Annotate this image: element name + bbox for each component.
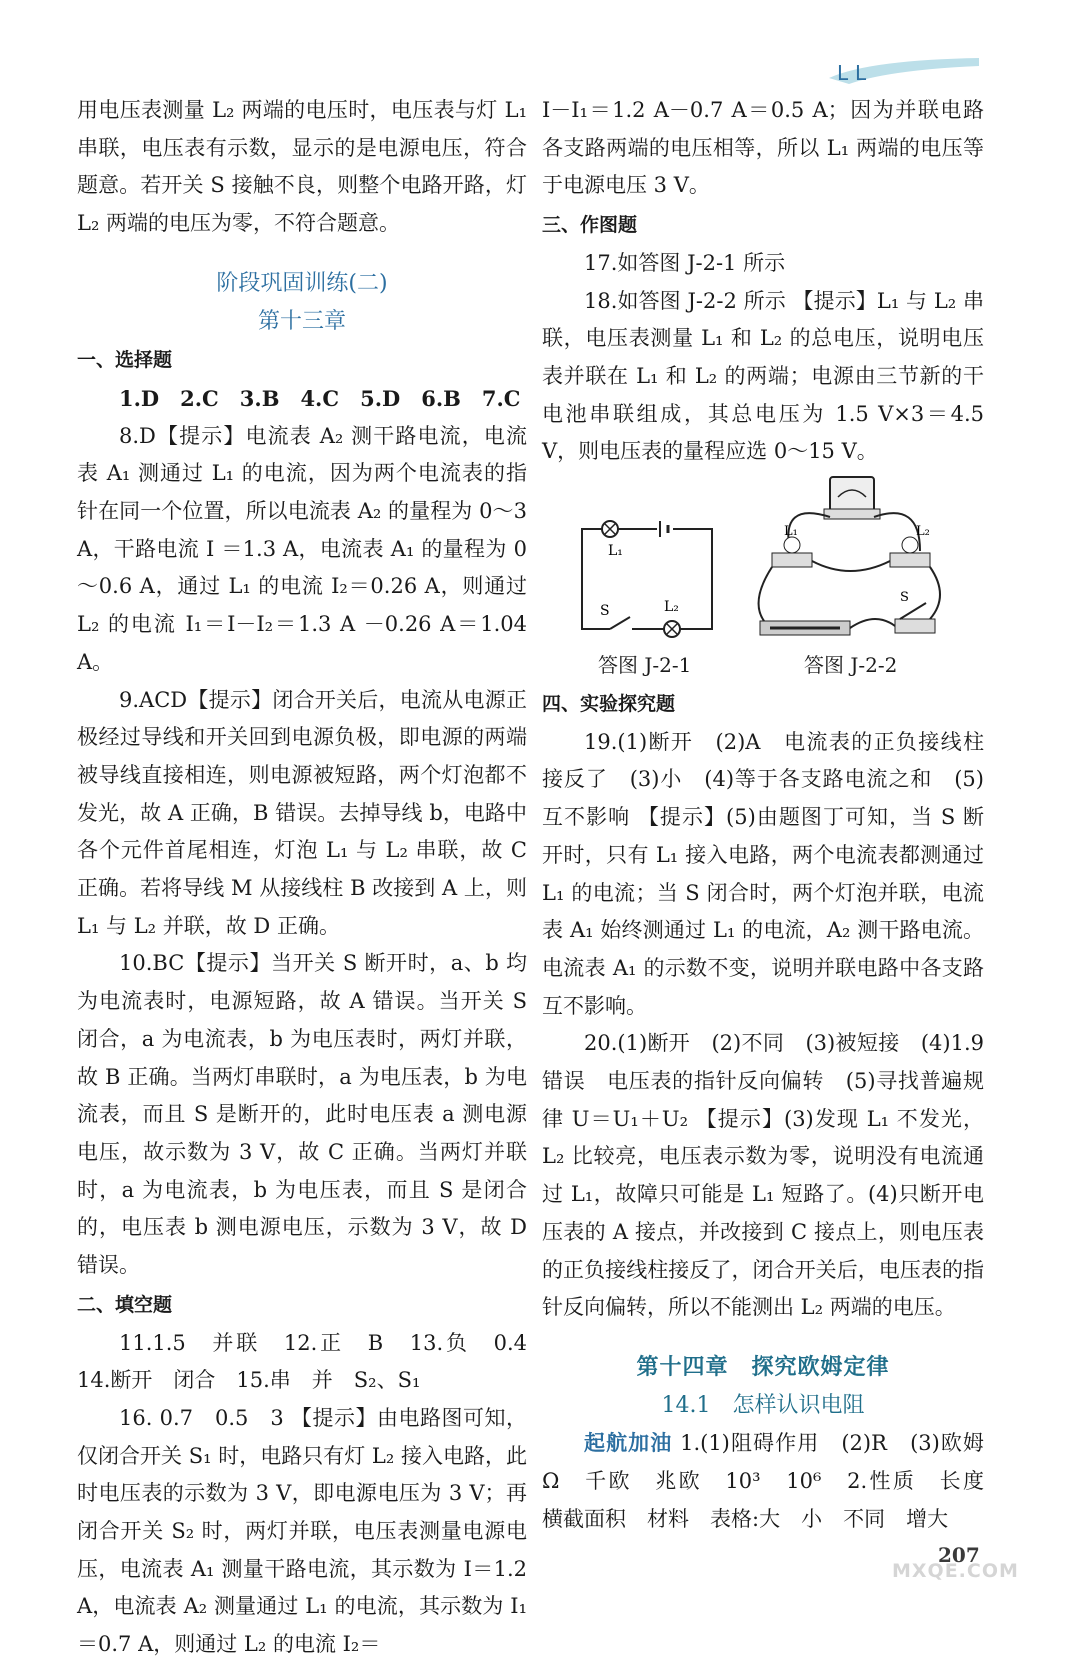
fig2-label-s: S bbox=[900, 590, 909, 606]
chapter-14-title: 第十四章 探究欧姆定律 bbox=[636, 1353, 890, 1380]
fig2-label-l2: L₂ bbox=[916, 524, 930, 540]
section-experiment: 四、实验探究题 bbox=[542, 693, 676, 716]
svg-text:L: L bbox=[855, 61, 867, 85]
chapter-13-title: 第十三章 bbox=[257, 308, 346, 334]
section-choice: 一、选择题 bbox=[77, 349, 173, 372]
fig1-label-l2: L₂ bbox=[664, 599, 679, 616]
circuit-diagram-j-2-1 bbox=[572, 519, 722, 639]
answer-18: 18.如答图 J-2-2 所示 【提示】L₁ 与 L₂ 串联，电压表测量 L₁ 和 L₂ 的总电压，说明电压表并联在 L₁ 和 L₂ 的两端；电源由三节新的干电池串联组成，其总电压为 1.5 V×3＝4.5 V，则电压表的量程应选 0～15 V。 bbox=[542, 288, 984, 464]
circuit-picture-j-2-2 bbox=[750, 471, 950, 651]
answer-16: 16. 0.7 0.5 3 【提示】由电路图可知，仅闭合开关 S₁ 时，电路只有灯 L₂ 接入电路，此时电压表的示数为 3 V，即电源电压为 3 V；再闭合开关 S₂ 时，两灯并联，电压表测量电源电压，电流表 A₁ 测量干路电流，其示数为 I＝1.2 A，电流表 A₂ 测量通过 L₁ 的电流，其示数为 I₁＝0.7 A，则通过 L₂ 的电流 I₂＝ bbox=[77, 1405, 527, 1657]
answer-9: 9.ACD【提示】闭合开关后，电流从电源正极经过导线和开关回到电源负极，即电源的两端被导线直接相连，则电源被短路，两个灯泡都不发光，故 A 正确，B 错误。去掉导线 b，电路中各个元件首尾相连，灯泡 L₁ 与 L₂ 串联，故 C 正确。若将导线 M 从接线柱 B 改接到 A 上，则 L₁ 与 L₂ 并联，故 D 正确。 bbox=[77, 687, 527, 938]
section-drawing: 三、作图题 bbox=[542, 214, 638, 237]
watermark bbox=[880, 1490, 1070, 1590]
caption-j-2-2: 答图 J-2-2 bbox=[804, 653, 898, 678]
right-column bbox=[542, 92, 1005, 1539]
caption-j-2-1: 答图 J-2-1 bbox=[598, 653, 692, 678]
fig2-label-l1: L₁ bbox=[784, 524, 798, 540]
fig1-label-l1: L₁ bbox=[608, 543, 623, 560]
left-continuation: 用电压表测量 L₂ 两端的电压时，电压表与灯 L₁ 串联，电压表有示数，显示的是电源电压，符合题意。若开关 S 接触不良，则整个电路开路，灯 L₂ 两端的电压为零，不符合题意。 bbox=[77, 98, 527, 236]
svg-text:L: L bbox=[837, 61, 849, 85]
answer-8: 8.D【提示】电流表 A₂ 测干路电流，电流表 A₁ 测通过 L₁ 的电流，因为两个电流表的指针在同一个位置，所以电流表 A₂ 的量程为 0～3 A，干路电流 I ＝1.3 A，电流表 A₁ 的量程为 0～0.6 A，通过 L₁ 的电流 I₂＝0.26 A，则通过 L₂ 的电流 I₁＝I－I₂＝1.3 A －0.26 A＝1.04 A。 bbox=[77, 423, 527, 674]
fig1-label-s: S bbox=[600, 603, 610, 620]
answer-10: 10.BC【提示】当开关 S 断开时，a、b 均为电流表时，电源短路，故 A 错误。当开关 S 闭合，a 为电流表，b 为电压表时，两灯并联，故 B 正确。当两灯串联时，a 为电压表，b 为电流表，而且 S 是断开的，此时电压表 a 测电源电压，故示数为 3 V，故 C 正确。当两灯并联时，a 为电流表，b 为电压表，而且 S 是闭合的，电压表 b 测电源电压，示数为 3 V，故 D 错误。 bbox=[77, 951, 527, 1278]
qihang-label: 起航加油 bbox=[584, 1430, 673, 1456]
figures bbox=[542, 479, 984, 684]
lesson-14-1-title: 14.1 怎样认识电阻 bbox=[661, 1392, 865, 1418]
stage-title: 阶段巩固训练(二) bbox=[216, 270, 388, 296]
watermark-site: MXQE.COM bbox=[892, 1560, 1019, 1582]
page-number: 207 bbox=[938, 1543, 980, 1567]
left-column bbox=[77, 92, 548, 1664]
right-continuation: I－I₁＝1.2 A－0.7 A＝0.5 A；因为并联电路各支路两端的电压相等，所以 L₁ 两端的电压等于电源电压 3 V。 bbox=[542, 98, 984, 198]
corner-decoration bbox=[829, 56, 979, 86]
lesson-answers: 1.(1)阻碍作用 (2)R (3)欧姆 Ω 千欧 兆欧 10³ 10⁶ 2.性质 长度 横截面积 材料 表格:大 小 不同 增大 bbox=[542, 1431, 1005, 1531]
answer-20: 20.(1)断开 (2)不同 (3)被短接 (4)1.9 错误 电压表的指针反向偏转 (5)寻找普遍规律 U＝U₁＋U₂ 【提示】(3)发现 L₁ 不发光，L₂ 比较亮，电压表示数为零，说明没有电流通过 L₁，故障只可能是 L₁ 短路了。(4)只断开电压表的 A 接点，并改接到 C 接点上，则电压表的正负接线柱接反了，闭合开关后，电压表的指针反向偏转，所以不能测出 L₂ 两端的电压。 bbox=[542, 1031, 984, 1320]
answers-1-7: 1.D 2.C 3.B 4.C 5.D 6.B 7.C bbox=[119, 385, 521, 411]
answer-17: 17.如答图 J-2-1 所示 bbox=[584, 250, 786, 275]
answers-11-15: 11.1.5 并联 12.正 B 13.负 0.4 14.断开 闭合 15.串 并 S₂、S₁ bbox=[77, 1330, 548, 1393]
answer-19: 19.(1)断开 (2)A 电流表的正负接线柱接反了 (3)小 (4)等于各支路电流之和 (5)互不影响 【提示】(5)由题图丁可知，当 S 断开时，只有 L₁ 接入电路，两个电流表都测通过 L₁ 的电流；当 S 闭合时，两个灯泡并联，电流表 A₁ 始终测通过 L₁ 的电流，A₂ 测干路电流。电流表 A₁ 的示数不变，说明并联电路中各支路互不影响。 bbox=[542, 729, 984, 1018]
section-fill: 二、填空题 bbox=[77, 1293, 173, 1316]
